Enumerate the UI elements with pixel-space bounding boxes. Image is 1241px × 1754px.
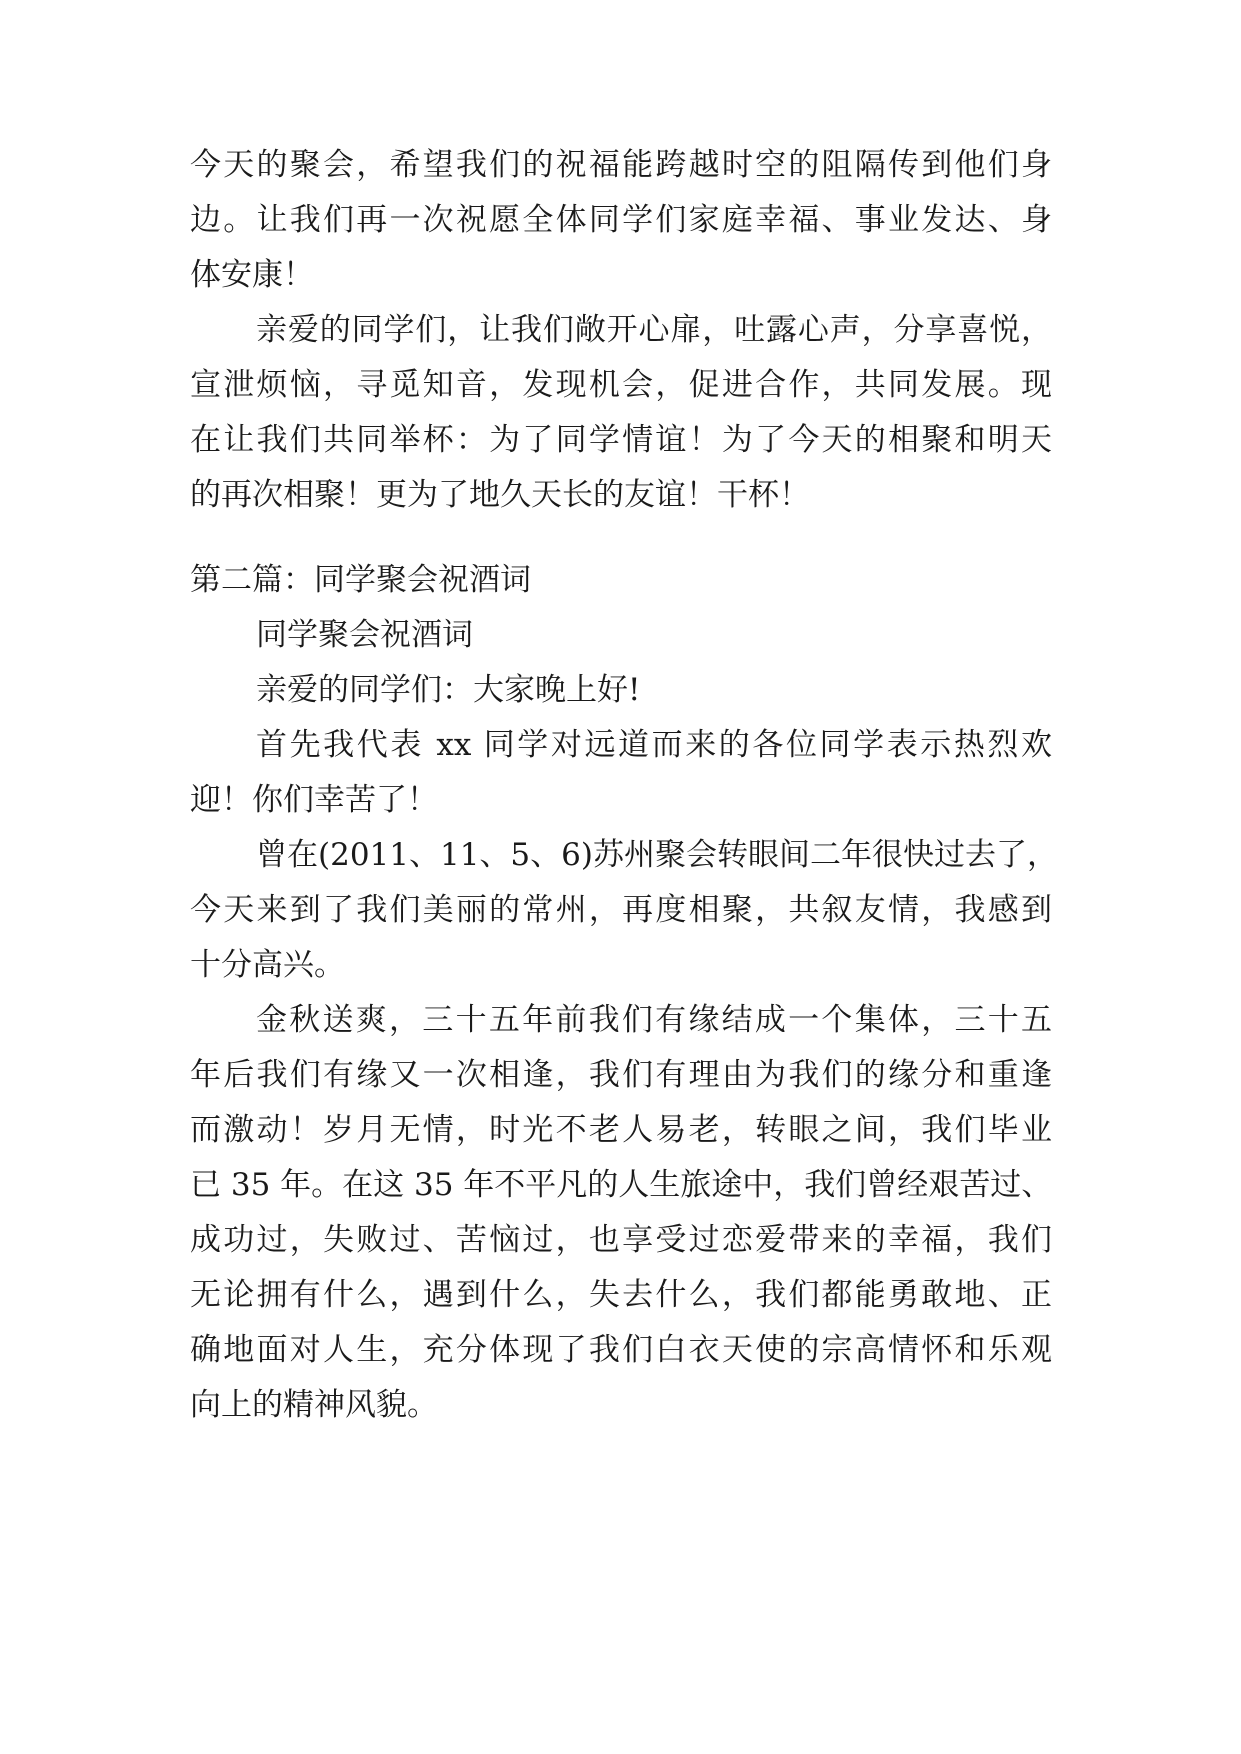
- paragraph-first-line: 金秋送爽，三十五年前我们有缘结成一个集体，三十五: [256, 1002, 1052, 1038]
- body-text-line: 的再次相聚！更为了地久天长的友谊！干杯！: [190, 477, 810, 513]
- body-text-line: 宣泄烦恼，寻觅知音，发现机会，促进合作，共同发展。现: [190, 367, 1052, 403]
- body-text-line: 十分高兴。: [190, 947, 345, 983]
- speech-title: 同学聚会祝酒词: [256, 617, 473, 653]
- body-text-line: 成功过，失败过、苦恼过，也享受过恋爱带来的幸福，我们: [190, 1222, 1052, 1258]
- body-text-line: 确地面对人生，充分体现了我们白衣天使的宗高情怀和乐观: [190, 1332, 1052, 1368]
- paragraph-first-line: 首先我代表 xx 同学对远道而来的各位同学表示热烈欢: [256, 727, 1052, 763]
- body-text-line: 年后我们有缘又一次相逢，我们有理由为我们的缘分和重逢: [190, 1057, 1052, 1093]
- salutation: 亲爱的同学们：大家晚上好!: [256, 672, 641, 708]
- paragraph-first-line: 亲爱的同学们，让我们敞开心扉，吐露心声，分享喜悦，: [256, 312, 1052, 348]
- body-text-line: 体安康！: [190, 257, 314, 293]
- body-text-line: 而激动！岁月无情，时光不老人易老，转眼之间，我们毕业: [190, 1112, 1052, 1148]
- body-text-line: 今天的聚会，希望我们的祝福能跨越时空的阻隔传到他们身: [190, 147, 1052, 183]
- body-text-line: 今天来到了我们美丽的常州，再度相聚，共叙友情，我感到: [190, 892, 1052, 928]
- paragraph-first-line: 曾在(2011、11、5、6)苏州聚会转眼间二年很快过去了，: [256, 837, 1058, 873]
- body-text-line: 已 35 年。在这 35 年不平凡的人生旅途中，我们曾经艰苦过、: [190, 1167, 1053, 1203]
- body-text-line: 边。让我们再一次祝愿全体同学们家庭幸福、事业发达、身: [190, 202, 1052, 238]
- body-text-line: 在让我们共同举杯：为了同学情谊！为了今天的相聚和明天: [190, 422, 1052, 458]
- body-text-line: 无论拥有什么，遇到什么，失去什么，我们都能勇敢地、正: [190, 1277, 1052, 1313]
- body-text-line: 向上的精神风貌。: [190, 1387, 438, 1423]
- section-heading: 第二篇：同学聚会祝酒词: [190, 562, 531, 598]
- body-text-line: 迎！你们幸苦了！: [190, 782, 438, 818]
